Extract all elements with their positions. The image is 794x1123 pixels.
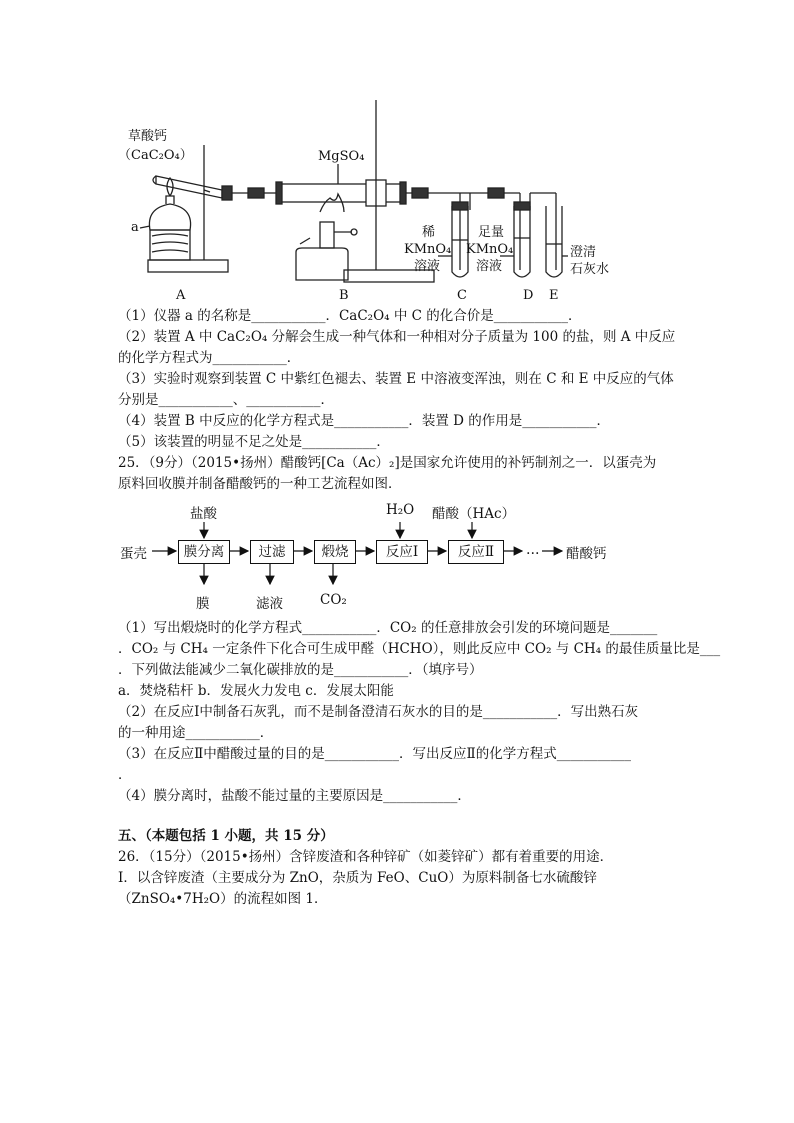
q25-line-1: （1）写出煅烧时的化学方程式___________．CO₂ 的任意排放会引发的环境问题是_______ [118, 620, 658, 636]
q25-intro-2: 原料回收膜并制备醋酸钙的一种工艺流程如图． [118, 476, 402, 492]
q26-line-1: 26．（15分）（2015•扬州）含锌废渣和各种锌矿（如菱锌矿）都有着重要的用途． [118, 849, 614, 865]
flow-ellipsis: … [526, 542, 540, 558]
q24-line-3: 的化学方程式为___________． [118, 350, 301, 366]
label-d-reagent-2: KMnO₄ [466, 242, 514, 257]
flow-step-reaction-2: 反应Ⅱ [448, 540, 504, 564]
q25-line-4: a．焚烧秸杆 b．发展火力发电 c．发展太阳能 [118, 683, 394, 699]
q25-intro-1: 25．（9分）（2015•扬州）醋酸钙[Ca（Ac）₂]是国家允许使用的补钙制剂之一．以蛋壳为 [118, 455, 657, 471]
q24-line-5: 分别是___________、___________． [118, 392, 334, 408]
q25-line-9: （4）膜分离时，盐酸不能过量的主要原因是___________． [118, 788, 471, 804]
flow-output-membrane: 膜 [196, 596, 210, 612]
q26-line-2: Ⅰ．以含锌废渣（主要成分为 ZnO，杂质为 FeO、CuO）为原料制备七水硫酸锌 [118, 870, 597, 886]
flow-input-hcl: 盐酸 [190, 506, 217, 522]
label-c-reagent-1: 稀 [422, 225, 436, 240]
flow-input-acetic: 醋酸（HAc） [432, 506, 516, 522]
label-e-reagent-1: 澄清 [570, 245, 597, 260]
q24-line-7: （5）该装置的明显不足之处是___________． [118, 434, 390, 450]
q25-line-3: ．下列做法能减少二氧化碳排放的是___________．（填序号） [118, 662, 483, 678]
letter-d: D [523, 288, 534, 303]
label-a: a [131, 220, 139, 235]
flow-output-filtrate: 滤液 [256, 596, 283, 612]
letter-e: E [549, 288, 559, 303]
q25-line-5: （2）在反应Ⅰ中制备石灰乳，而不是制备澄清石灰水的目的是___________．写出熟石灰 [118, 704, 639, 720]
letter-b: B [339, 288, 349, 303]
flow-end: 醋酸钙 [566, 546, 607, 562]
letter-c: C [457, 288, 467, 303]
label-d-reagent-3: 溶液 [476, 259, 503, 274]
q24-line-4: （3）实验时观察到装置 C 中紫红色褪去、装置 E 中溶液变浑浊，则在 C 和 E 中反应的气体 [118, 371, 674, 387]
flow-output-co2: CO₂ [320, 592, 347, 608]
label-reagent-name: 草酸钙 [128, 129, 168, 144]
section5-heading: 五、（本题包括 1 小题，共 15 分） [118, 828, 334, 844]
q25-line-8: ． [118, 767, 132, 783]
flow-step-filter: 过滤 [250, 540, 294, 564]
label-d-reagent-1: 足量 [478, 225, 505, 240]
flow-input-water: H₂O [386, 502, 415, 518]
q24-line-2: （2）装置 A 中 CaC₂O₄ 分解会生成一种气体和一种相对分子质量为 100 的盐，则 A 中反应 [118, 329, 676, 345]
label-c-reagent-2: KMnO₄ [404, 242, 452, 257]
q24-line-6: （4）装置 B 中反应的化学方程式是___________．装置 D 的作用是___________． [118, 413, 610, 429]
q24-line-1: （1）仪器 a 的名称是___________．CaC₂O₄ 中 C 的化合价是___________． [118, 308, 582, 324]
flow-start: 蛋壳 [120, 546, 147, 562]
q25-line-6: 的一种用途___________． [118, 725, 274, 741]
label-e-reagent-2: 石灰水 [570, 262, 610, 277]
q25-line-7: （3）在反应Ⅱ中醋酸过量的目的是___________．写出反应Ⅱ的化学方程式___________ [118, 746, 631, 762]
flow-step-reaction-1: 反应Ⅰ [376, 540, 428, 564]
q26-line-3: （ZnSO₄•7H₂O）的流程如图 1． [118, 891, 328, 907]
label-c-reagent-3: 溶液 [414, 259, 441, 274]
label-mgso4: MgSO₄ [318, 149, 365, 164]
label-reagent-formula: （CaC₂O₄） [118, 148, 193, 163]
flow-step-membrane: 膜分离 [178, 540, 230, 564]
q25-line-2: ．CO₂ 与 CH₄ 一定条件下化合可生成甲醛（HCHO），则此反应中 CO₂ 与 CH₄ 的最佳质量比是___ [118, 641, 721, 657]
flow-step-calcine: 煅烧 [314, 540, 356, 564]
letter-a: A [176, 288, 186, 303]
